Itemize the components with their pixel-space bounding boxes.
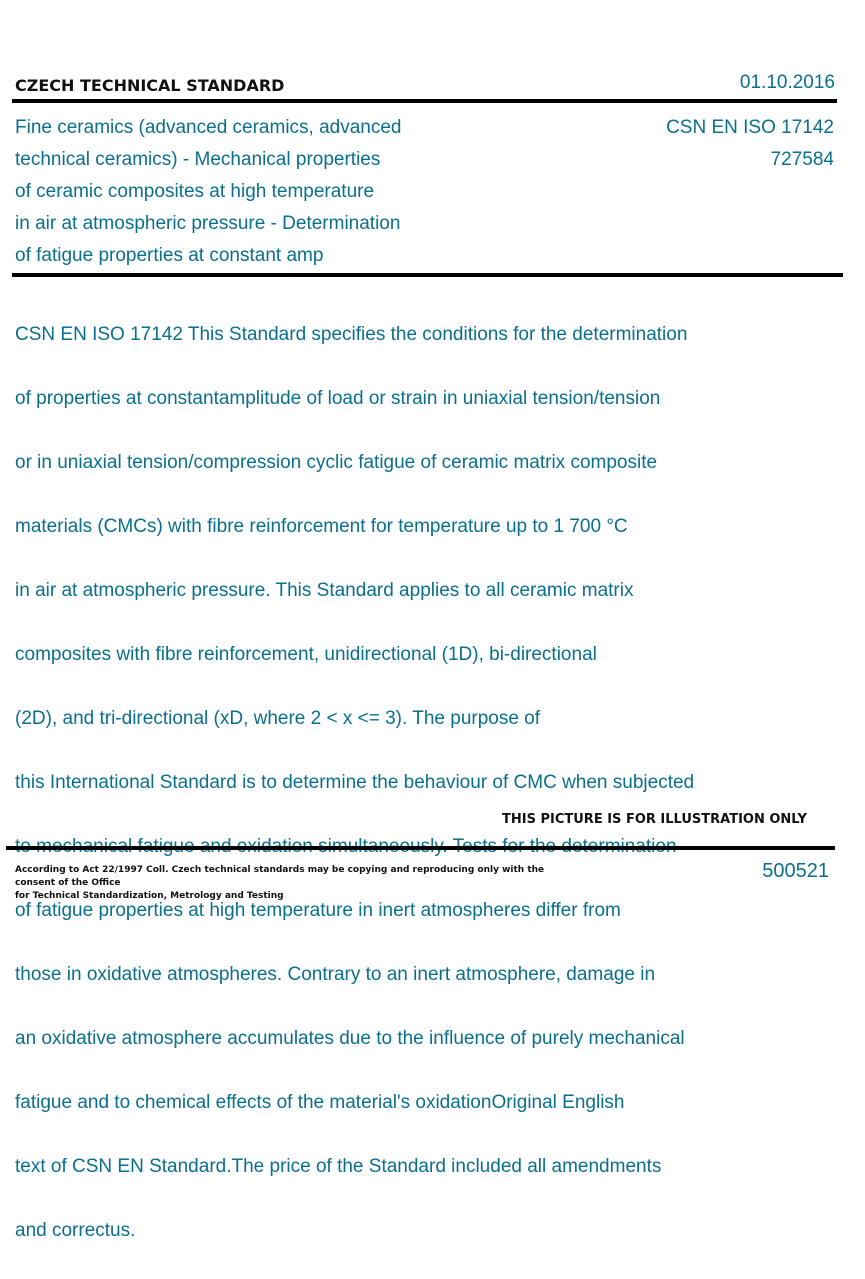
abstract-line: of fatigue properties at high temperature in inert atmospheres differ from [15,900,621,921]
publication-date: 01.10.2016 [739,72,835,93]
header-rule [12,99,837,103]
header-label: CZECH TECHNICAL STANDARD [15,76,285,95]
catalog-number: 727584 [770,149,834,170]
abstract-line: (2D), and tri-directional (xD, where 2 < x <= 3). The purpose of [15,708,541,729]
abstract-line: or in uniaxial tension/compression cyclic fatigue of ceramic matrix composite [15,452,658,473]
abstract-line: an oxidative atmosphere accumulates due to the influence of purely mechanical [15,1028,685,1049]
illustration-note: THIS PICTURE IS FOR ILLUSTRATION ONLY [502,812,807,827]
title-line: of fatigue properties at constant amp [15,245,324,266]
title-line: in air at atmospheric pressure - Determination [15,213,401,234]
abstract-line: text of CSN EN Standard.The price of the Standard included all amendments [15,1156,662,1177]
title-line: of ceramic composites at high temperature [15,181,375,202]
abstract [15,287,815,1279]
title-line: Fine ceramics (advanced ceramics, advanced [15,117,402,138]
abstract-line: this International Standard is to determine the behaviour of CMC when subjected [15,772,695,793]
abstract-line: of properties at constantamplitude of load or strain in uniaxial tension/tension [15,388,661,409]
document-title [15,112,475,272]
footer-rule [6,846,835,850]
abstract-line: those in oxidative atmospheres. Contrary to an inert atmosphere, damage in [15,964,656,985]
title-line: technical ceramics) - Mechanical properties [15,149,381,170]
abstract-line: fatigue and to chemical effects of the material's oxidationOriginal English [15,1092,625,1113]
title-rule [12,273,843,277]
notice-line: for Technical Standardization, Metrology and Testing [15,891,284,901]
notice-line: According to Act 22/1997 Coll. Czech technical standards may be copying and reproducing only with the consent of the Office [15,865,545,888]
abstract-line: and correctus. [15,1220,136,1241]
abstract-line: composites with fibre reinforcement, unidirectional (1D), bi-directional [15,644,597,665]
standard-ids [666,112,834,176]
standard-number: CSN EN ISO 17142 [666,117,834,138]
abstract-line: materials (CMCs) with fibre reinforcement for temperature up to 1 700 °C [15,516,628,537]
copyright-notice [15,864,585,903]
abstract-line: in air at atmospheric pressure. This Standard applies to all ceramic matrix [15,580,634,601]
footer-code: 500521 [762,860,829,882]
abstract-line: CSN EN ISO 17142 This Standard specifies the conditions for the determination [15,324,688,345]
